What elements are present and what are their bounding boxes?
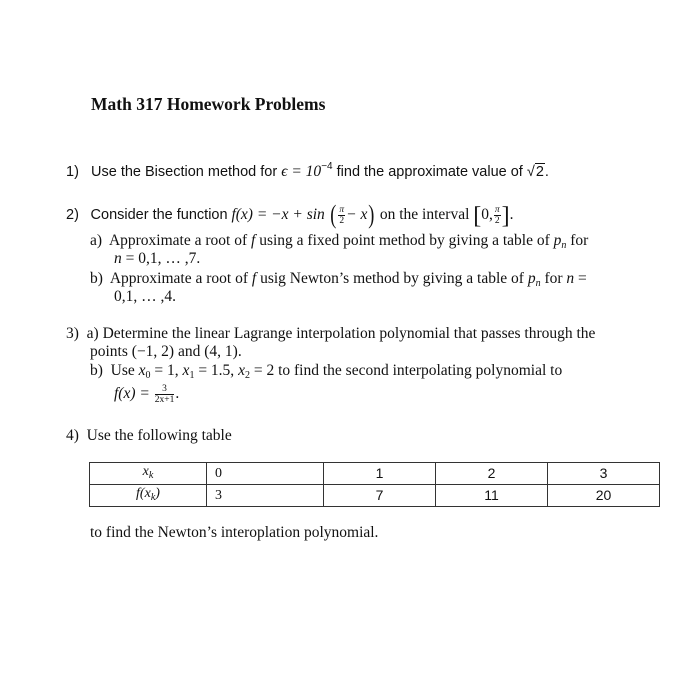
- problem-2b: b) Approximate a root of f usig Newton’s method by giving a table of $p_n$ for n =: [90, 270, 587, 289]
- table-cell: 0: [207, 463, 324, 485]
- table-label-fxk: $f(x_k)$: [90, 485, 207, 507]
- table-cell: 20: [548, 485, 660, 507]
- table-row: [90, 463, 660, 485]
- pi-over-2: $\frac{\pi}{2}$: [339, 205, 345, 226]
- problem-3a-cont: points (−1, 2) and (4, 1).: [90, 343, 242, 360]
- table-row: [90, 485, 660, 507]
- table-cell: 3: [207, 485, 324, 507]
- fraction-3-over-2x1: $\frac{3}{2x+1}$: [154, 384, 175, 405]
- data-table: [89, 462, 660, 507]
- problem-3b-cont: f(x) = $\frac{3}{2x+1}$ .: [114, 384, 180, 405]
- table-cell: 3: [548, 463, 660, 485]
- page-title: Math 317 Homework Problems: [91, 94, 326, 114]
- table-label-xk: $x_k$: [90, 463, 207, 485]
- table-cell: 2: [436, 463, 548, 485]
- table-cell: 1: [324, 463, 436, 485]
- problem-2: 2) Consider the function f(x) = −x + sin ( $\frac{\pi}{2}$ − x) on the interval [0, $\frac{\pi}{2}$ ].: [66, 200, 514, 230]
- problem-2a-cont: n = 0,1, … ,7.: [114, 250, 201, 267]
- problem-3a: 3) a) Determine the linear Lagrange interpolation polynomial that passes through the: [66, 325, 596, 342]
- problem-3b: b) Use $x_0 = 1$, $x_1 = 1.5$, $x_2 = 2$ to find the second interpolating polynomial to: [90, 362, 563, 381]
- problem-4-after: to find the Newton’s interoplation polynomial.: [90, 524, 379, 541]
- problem-2b-cont: 0,1, … ,4.: [114, 288, 176, 305]
- sqrt-symbol: √2: [526, 164, 544, 180]
- problem-4: 4) Use the following table: [66, 427, 232, 444]
- problem-2a: a) Approximate a root of f using a fixed point method by giving a table of $p_n$ for: [90, 232, 589, 251]
- table-cell: 11: [436, 485, 548, 507]
- problem-1: 1) Use the Bisection method for $\epsilon = 10^{-4}$ find the approximate value of √2.: [66, 161, 549, 180]
- table-cell: 7: [324, 485, 436, 507]
